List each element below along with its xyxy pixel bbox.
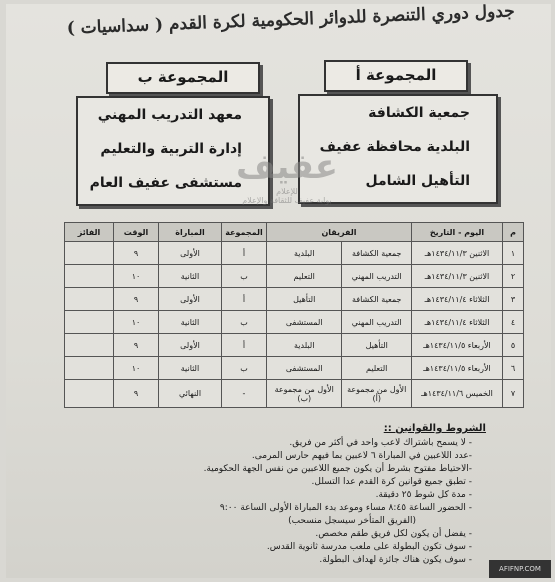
condition-item: - الحضور الساعة ٨:٤٥ مساء وموعد بدء المباراة الأولى الساعة ٩:٠٠	[219, 503, 472, 513]
group-b-team-1: معهد التدريب المهني	[97, 107, 242, 123]
schedule-table	[64, 222, 524, 408]
cell-winner	[65, 242, 114, 265]
site-badge: AFIFNP.COM	[489, 560, 551, 578]
condition-item: - يفضل أن يكون لكل فريق طقم مخصص.	[315, 529, 472, 539]
table-row	[65, 357, 524, 380]
cell-winner	[65, 288, 114, 311]
cell-group: أ	[222, 334, 267, 357]
cell-date: الخميس ١٤٣٤/١١/٦هـ	[412, 380, 503, 408]
cell-team-1: جمعية الكشافة	[342, 288, 412, 311]
cell-date: الثلاثاء ١٤٣٤/١١/٤هـ	[412, 311, 503, 334]
cell-team-1: التدريب المهني	[342, 265, 412, 288]
cell-time: ١٠	[114, 265, 159, 288]
cell-team-2: التعليم	[267, 265, 342, 288]
condition-item: -الاحتياط مفتوح بشرط أن يكون جميع اللاعبين من نفس الجهة الحكومية.	[203, 464, 472, 474]
group-b-label: المجموعة ب	[137, 68, 229, 86]
cell-num: ٤	[503, 311, 524, 334]
cell-group: ب	[222, 357, 267, 380]
cell-group: -	[222, 380, 267, 408]
condition-item: - مدة كل شوط ٢٥ دقيقة.	[375, 490, 472, 500]
cell-date: الثلاثاء ١٤٣٤/١١/٤هـ	[412, 288, 503, 311]
col-header-winner: الفائز	[65, 223, 114, 242]
cell-date: الاثنين ١٤٣٤/١١/٣هـ	[412, 242, 503, 265]
group-b-header	[106, 62, 260, 94]
cell-num: ٧	[503, 380, 524, 408]
cell-team-2: البلدية	[267, 334, 342, 357]
cell-match: الثانية	[159, 311, 222, 334]
table-row	[65, 288, 524, 311]
cell-team-1: جمعية الكشافة	[342, 242, 412, 265]
condition-item: - تطبق جميع قوانين كرة القدم عدا التسلل.	[311, 477, 472, 487]
table-row	[65, 311, 524, 334]
cell-match: الأولى	[159, 288, 222, 311]
cell-team-2: المستشفى	[267, 311, 342, 334]
conditions-section	[36, 422, 506, 567]
col-header-time: الوقت	[114, 223, 159, 242]
group-a-team-3: التأهيل الشامل	[365, 173, 470, 189]
cell-num: ٥	[503, 334, 524, 357]
cell-match: الثانية	[159, 265, 222, 288]
cell-winner	[65, 265, 114, 288]
cell-team-2: المستشفى	[267, 357, 342, 380]
cell-time: ١٠	[114, 311, 159, 334]
cell-num: ٢	[503, 265, 524, 288]
table-row	[65, 242, 524, 265]
cell-time: ٩	[114, 380, 159, 408]
cell-group: ب	[222, 265, 267, 288]
cell-time: ٩	[114, 288, 159, 311]
cell-team-1: الأول من مجموعة (أ)	[342, 380, 412, 408]
cell-team-1: التعليم	[342, 357, 412, 380]
group-a-team-1: جمعية الكشافة	[368, 105, 470, 121]
cell-team-1: التأهيل	[342, 334, 412, 357]
cell-group: أ	[222, 288, 267, 311]
cell-team-2: الأول من مجموعة (ب)	[267, 380, 342, 408]
cell-match: الأولى	[159, 334, 222, 357]
group-b-team-2: إدارة التربية والتعليم	[100, 141, 242, 157]
group-b-team-3: مستشفى عفيف العام	[89, 175, 242, 191]
group-a-team-2: البلدية محافظة عفيف	[319, 139, 470, 155]
cell-date: الاثنين ١٤٣٤/١١/٣هـ	[412, 265, 503, 288]
group-a-header	[324, 60, 468, 92]
watermark-logo-text: عفيف	[235, 147, 339, 187]
cell-date: الأربعاء ١٤٣٤/١١/٥هـ	[412, 357, 503, 380]
condition-item: - سوف يكون هناك جائزة لهداف البطولة.	[319, 555, 472, 565]
cell-time: ١٠	[114, 357, 159, 380]
watermark-sub-text: للإعلام	[276, 187, 298, 196]
group-a-label: المجموعة أ	[355, 66, 437, 84]
condition-item: -عدد اللاعبين في المباراة ٦ لاعبين بما فيهم حارس المرمى.	[251, 451, 472, 461]
condition-item: - لا يسمح باشتراك لاعب واحد في أكثر من فريق.	[289, 438, 472, 448]
cell-team-2: التأهيل	[267, 288, 342, 311]
cell-winner	[65, 380, 114, 408]
cell-winner	[65, 334, 114, 357]
cell-team-2: البلدية	[267, 242, 342, 265]
table-row	[65, 380, 524, 408]
group-b-box	[76, 96, 270, 206]
table-row	[65, 265, 524, 288]
cell-match: النهائي	[159, 380, 222, 408]
cell-group: ب	[222, 311, 267, 334]
col-header-date: اليوم - التاريخ	[412, 223, 503, 242]
col-header-group: المجموعة	[222, 223, 267, 242]
condition-item: - سوف تكون البطولة على ملعب مدرسة ثانوية القدس.	[266, 542, 472, 552]
table-header-row	[65, 223, 524, 242]
cell-team-1: التدريب المهني	[342, 311, 412, 334]
page-title: جدول دوري التنصرة للدوائر الحكومية لكرة القدم ( سداسيات )	[66, 1, 516, 39]
cell-time: ٩	[114, 242, 159, 265]
cell-time: ٩	[114, 334, 159, 357]
col-header-teams: الفريقان	[267, 223, 412, 242]
group-a-box	[298, 94, 498, 204]
cell-num: ١	[503, 242, 524, 265]
cell-num: ٦	[503, 357, 524, 380]
condition-item: (الفريق المتأخر سيسجل منسحب)	[288, 516, 416, 526]
cell-match: الثانية	[159, 357, 222, 380]
col-header-match: المباراة	[159, 223, 222, 242]
table-row	[65, 334, 524, 357]
cell-winner	[65, 357, 114, 380]
col-header-num: م	[503, 223, 524, 242]
cell-date: الأربعاء ١٤٣٤/١١/٥هـ	[412, 334, 503, 357]
cell-num: ٣	[503, 288, 524, 311]
watermark-tagline: بوابة عفيف للثقافة والإعلام	[242, 196, 332, 205]
document-page	[6, 1, 551, 578]
cell-match: الأولى	[159, 242, 222, 265]
cell-group: أ	[222, 242, 267, 265]
conditions-title: الشروط والقوانين ::	[383, 423, 486, 434]
cell-winner	[65, 311, 114, 334]
